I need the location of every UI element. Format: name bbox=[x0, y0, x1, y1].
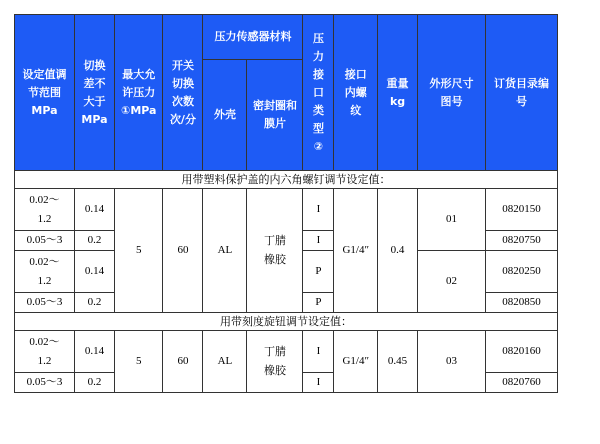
section2-row2-diff: 0.2 bbox=[75, 373, 115, 393]
header-max-pressure: 最大允许压力①MPa bbox=[115, 15, 163, 171]
section1-row4-diff: 0.2 bbox=[75, 293, 115, 313]
header-thread: 接口内螺纹 bbox=[334, 15, 378, 171]
section1-row1-diff: 0.14 bbox=[75, 189, 115, 231]
section1-row1-order-no: 0820150 bbox=[486, 189, 558, 231]
section2-row1-order-no: 0820160 bbox=[486, 331, 558, 373]
section1-row4-type: P bbox=[303, 293, 334, 313]
section1-row4-range: 0.05～3 bbox=[15, 293, 75, 313]
section1-thread: G1/4″ bbox=[334, 189, 378, 313]
section2-row2-order-no: 0820760 bbox=[486, 373, 558, 393]
section1-row3-range: 0.02～1.2 bbox=[15, 251, 75, 293]
section1-row1-type: I bbox=[303, 189, 334, 231]
section1-weight: 0.4 bbox=[378, 189, 418, 313]
section2-max-pressure: 5 bbox=[115, 331, 163, 393]
header-dimension: 外形尺寸图号 bbox=[418, 15, 486, 171]
header-housing: 外壳 bbox=[203, 60, 247, 171]
header-interface-type: 压力接口类型② bbox=[303, 15, 334, 171]
section2-weight: 0.45 bbox=[378, 331, 418, 393]
section1-row3-type: P bbox=[303, 251, 334, 293]
header-seal: 密封圈和膜片 bbox=[247, 60, 303, 171]
section2-row2-range: 0.05～3 bbox=[15, 373, 75, 393]
header-order-no: 订货目录编号 bbox=[486, 15, 558, 171]
section1-row2-range: 0.05～3 bbox=[15, 231, 75, 251]
header-sensor-material: 压力传感器材料 bbox=[203, 15, 303, 60]
section1-title: 用带塑料保护盖的内六角螺钉调节设定值： bbox=[15, 171, 558, 189]
section2-dimension: 03 bbox=[418, 331, 486, 393]
section1-seal: 丁腈橡胶 bbox=[247, 189, 303, 313]
section1-switch-count: 60 bbox=[163, 189, 203, 313]
section2-row2-type: I bbox=[303, 373, 334, 393]
spec-table bbox=[14, 14, 558, 393]
section1-dimension-02: 02 bbox=[418, 251, 486, 313]
header-switch-count: 开关切换次数次/分 bbox=[163, 15, 203, 171]
section2-switch-count: 60 bbox=[163, 331, 203, 393]
section1-row2-type: I bbox=[303, 231, 334, 251]
header-range: 设定值调节范围MPa bbox=[15, 15, 75, 171]
section1-row2-order-no: 0820750 bbox=[486, 231, 558, 251]
section1-row3-diff: 0.14 bbox=[75, 251, 115, 293]
section2-seal: 丁腈橡胶 bbox=[247, 331, 303, 393]
section1-row1-range: 0.02～1.2 bbox=[15, 189, 75, 231]
section2-thread: G1/4″ bbox=[334, 331, 378, 393]
header-diff: 切换差不大于MPa bbox=[75, 15, 115, 171]
header-weight: 重量kg bbox=[378, 15, 418, 171]
section1-dimension-01: 01 bbox=[418, 189, 486, 251]
section2-title: 用带刻度旋钮调节设定值： bbox=[15, 313, 558, 331]
section1-max-pressure: 5 bbox=[115, 189, 163, 313]
section1-row4-order-no: 0820850 bbox=[486, 293, 558, 313]
section1-row2-diff: 0.2 bbox=[75, 231, 115, 251]
section2-row1-diff: 0.14 bbox=[75, 331, 115, 373]
section2-row1-type: I bbox=[303, 331, 334, 373]
section1-housing: AL bbox=[203, 189, 247, 313]
section2-row1-range: 0.02～1.2 bbox=[15, 331, 75, 373]
section1-row3-order-no: 0820250 bbox=[486, 251, 558, 293]
section2-housing: AL bbox=[203, 331, 247, 393]
